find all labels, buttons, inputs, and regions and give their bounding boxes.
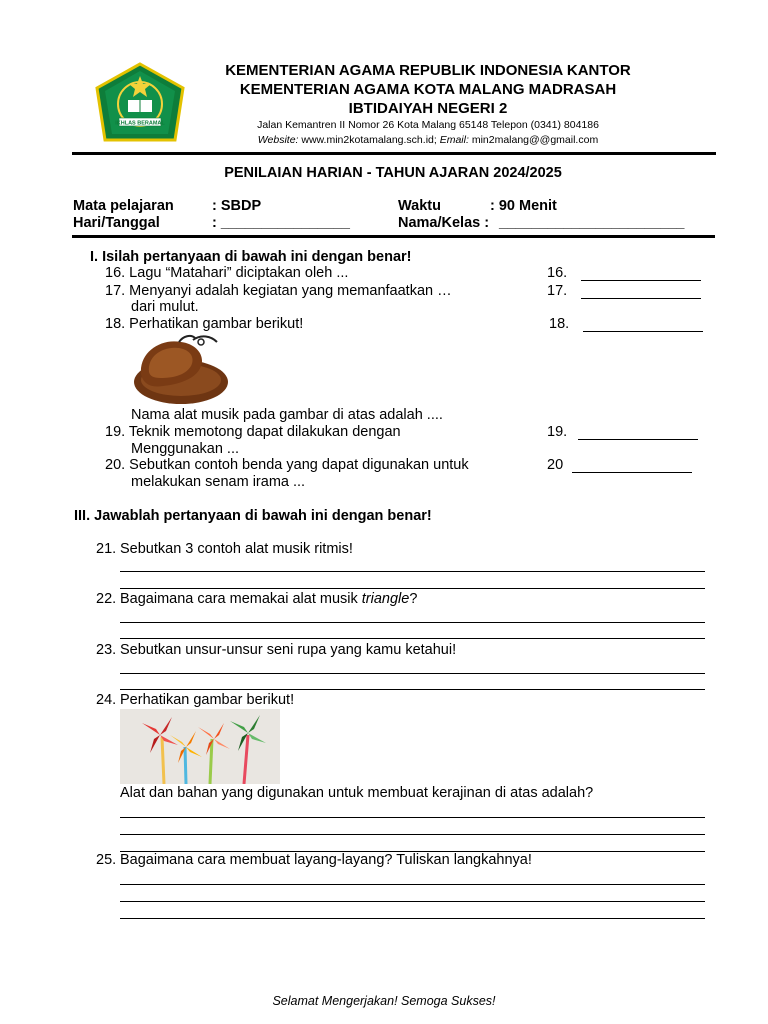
question-23-number: 23. [96, 642, 117, 658]
answer-number-16: 16. [547, 265, 568, 281]
waktu-label: Waktu [398, 198, 441, 214]
mapel-label: Mata pelajaran [73, 198, 174, 214]
question-24-number: 24. [96, 692, 117, 708]
question-18-cont: Nama alat musik pada gambar di atas adalah .... [131, 407, 443, 423]
waktu-value: : 90 Menit [490, 198, 557, 214]
header-line-2: KEMENTERIAN AGAMA KOTA MALANG MADRASAH [239, 81, 617, 98]
pinwheel-image [120, 709, 280, 784]
logo-text: IKHLAS BERAMAL [115, 120, 165, 127]
answer-blank-19[interactable] [578, 439, 698, 440]
question-17-cont: dari mulut. [131, 299, 199, 315]
question-20-cont: melakukan senam irama ... [131, 474, 306, 490]
question-22 [120, 591, 417, 608]
page-title: PENILAIAN HARIAN - TAHUN AJARAN 2024/2025 [224, 165, 562, 181]
header-line-1: KEMENTERIAN AGAMA REPUBLIK INDONESIA KANTOR [225, 62, 631, 79]
question-21: Sebutkan 3 contoh alat musik ritmis! [120, 541, 353, 557]
question-17: 17. Menyanyi adalah kegiatan yang memanfaatkan … [105, 283, 452, 299]
question-22-term: triangle [361, 591, 410, 607]
question-16: 16. Lagu “Matahari” diciptakan oleh ... [105, 265, 349, 281]
answer-blank-16[interactable] [581, 280, 701, 281]
answer-line-23-2[interactable] [120, 689, 705, 690]
answer-line-25-2[interactable] [120, 901, 705, 902]
question-19-cont: Menggunakan ... [131, 441, 240, 457]
answer-line-24-1[interactable] [120, 817, 705, 818]
footer-message: Selamat Mengerjakan! Semoga Sukses! [272, 994, 496, 1008]
answer-line-24-2[interactable] [120, 834, 705, 835]
answer-blank-17[interactable] [581, 298, 701, 299]
nama-value: _______________________ [499, 215, 685, 231]
answer-line-21-2[interactable] [120, 588, 705, 589]
question-21-number: 21. [96, 541, 117, 557]
question-22-number: 22. [96, 591, 117, 607]
question-25: Bagaimana cara membuat layang-layang? Tuliskan langkahnya! [120, 852, 532, 868]
section3-heading: III. Jawablah pertanyaan di bawah ini dengan benar! [74, 508, 432, 524]
answer-line-23-1[interactable] [120, 673, 705, 674]
header-address: Jalan Kemantren II Nomor 26 Kota Malang 65148 Telepon (0341) 804186 [257, 119, 599, 131]
question-20: 20. Sebutkan contoh benda yang dapat digunakan untuk [105, 457, 469, 473]
answer-blank-20[interactable] [572, 472, 692, 473]
hari-label: Hari/Tanggal [73, 215, 160, 231]
question-18: 18. Perhatikan gambar berikut! [105, 316, 304, 332]
website-label: Website: [257, 134, 299, 146]
question-22-mark: ? [409, 591, 418, 607]
answer-blank-18[interactable] [583, 331, 703, 332]
question-23: Sebutkan unsur-unsur seni rupa yang kamu ketahui! [120, 642, 457, 658]
header-contact [44, 134, 768, 146]
email-label: Email: [439, 134, 469, 146]
question-24: Perhatikan gambar berikut! [120, 692, 295, 708]
castanet-image [131, 332, 231, 408]
question-19: 19. Teknik memotong dapat dilakukan dengan [105, 424, 401, 440]
mapel-value: : SBDP [212, 198, 262, 214]
answer-number-18: 18. [549, 316, 570, 332]
answer-line-21-1[interactable] [120, 571, 705, 572]
answer-line-22-2[interactable] [120, 638, 705, 639]
answer-line-22-1[interactable] [120, 622, 705, 623]
question-25-number: 25. [96, 852, 117, 868]
header-rule-thick [72, 152, 716, 155]
answer-number-19: 19. [547, 424, 568, 440]
answer-line-25-3[interactable] [120, 918, 705, 919]
answer-number-20: 20 [547, 457, 564, 473]
nama-label: Nama/Kelas : [398, 215, 490, 231]
section1-heading: I. Isilah pertanyaan di bawah ini dengan benar! [90, 249, 412, 265]
answer-line-25-1[interactable] [120, 884, 705, 885]
question-24-cont: Alat dan bahan yang digunakan untuk membuat kerajinan di atas adalah? [120, 785, 594, 801]
hari-value: : ________________ [212, 215, 350, 231]
website-value: www.min2kotamalang.sch.id; [301, 134, 437, 146]
header-line-3: IBTIDAIYAH NEGERI 2 [348, 100, 508, 117]
answer-number-17: 17. [547, 283, 568, 299]
info-rule [72, 235, 715, 238]
email-value: min2malang@@gmail.com [471, 134, 599, 146]
question-22-text: Bagaimana cara memakai alat musik [120, 591, 362, 607]
